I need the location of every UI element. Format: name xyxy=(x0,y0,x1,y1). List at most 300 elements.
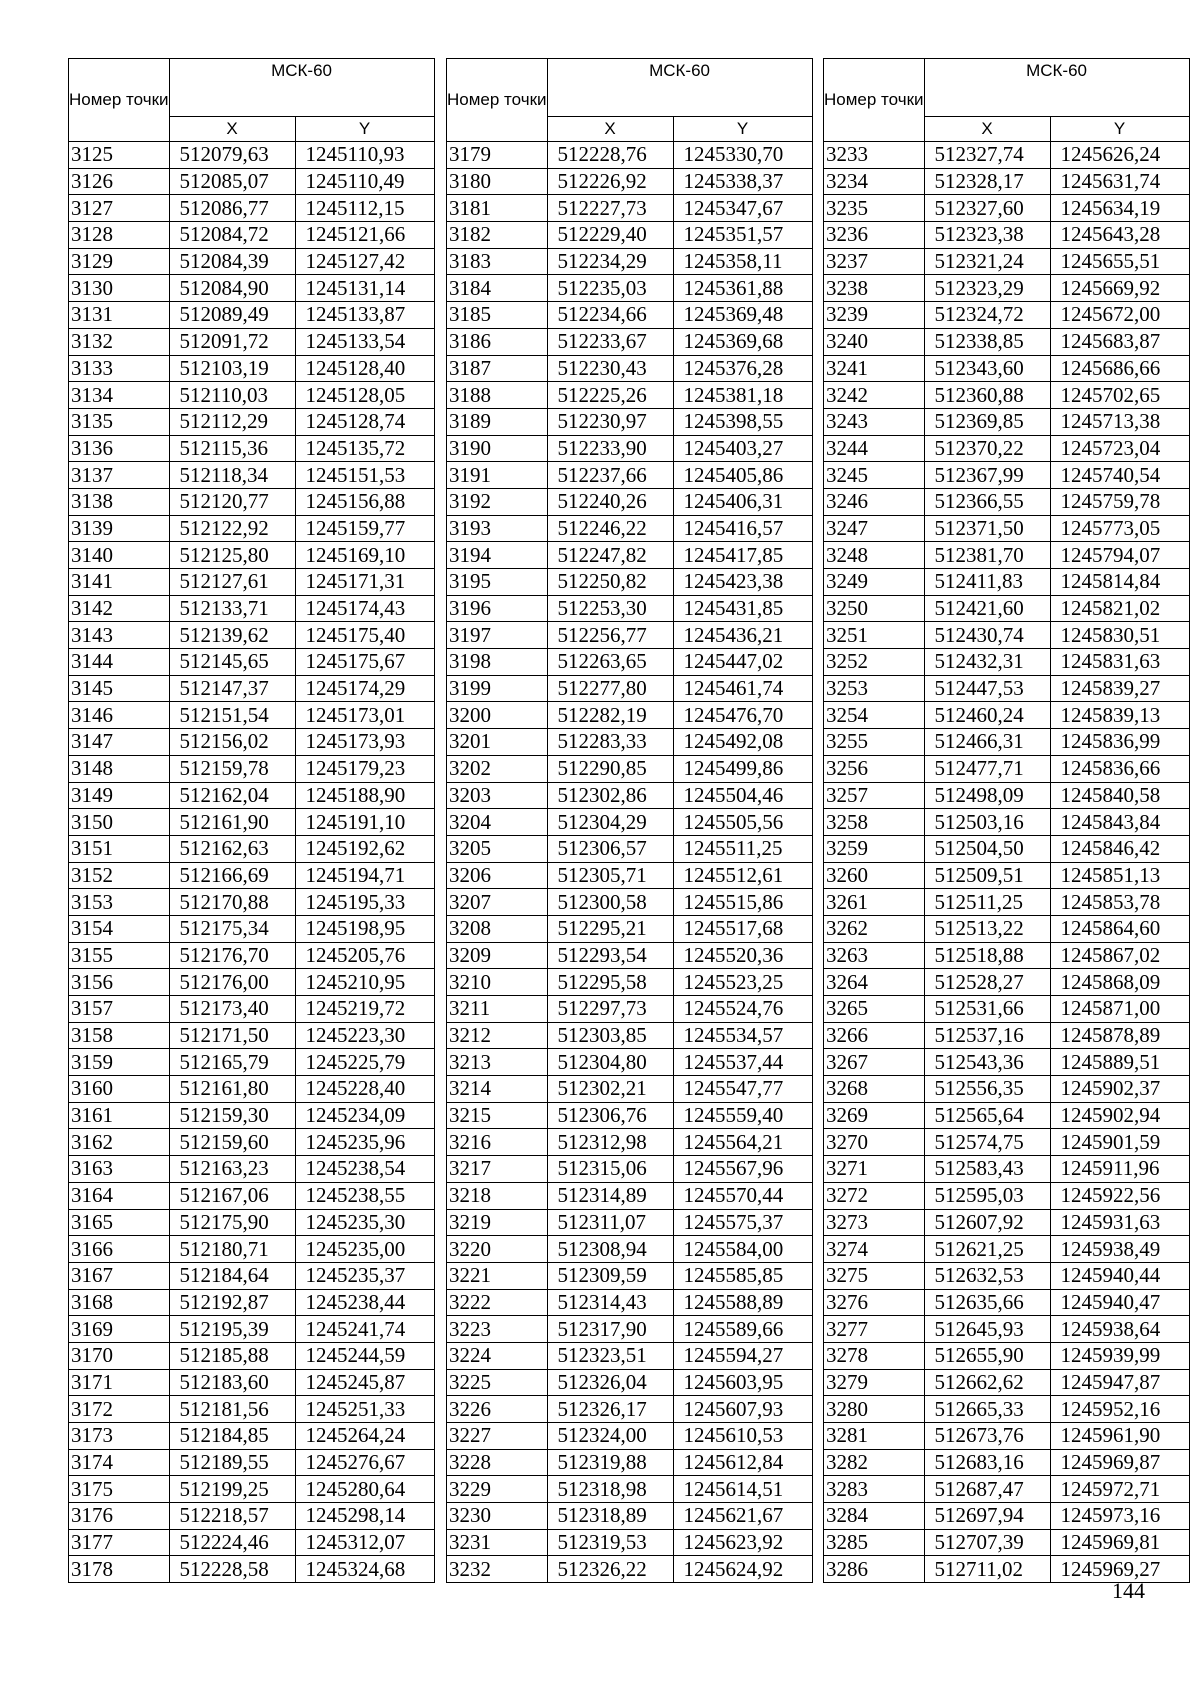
y-coordinate-cell: 1245773,05 xyxy=(1050,515,1189,542)
point-number-cell: 3165 xyxy=(69,1209,170,1236)
y-column-header: Y xyxy=(673,117,812,142)
x-coordinate-cell: 512166,69 xyxy=(169,862,295,889)
table-row xyxy=(824,996,1190,1023)
x-coordinate-cell: 512302,21 xyxy=(547,1076,673,1103)
y-coordinate-cell: 1245171,31 xyxy=(295,569,434,596)
y-coordinate-cell: 1245794,07 xyxy=(1050,542,1189,569)
y-coordinate-cell: 1245851,13 xyxy=(1050,862,1189,889)
x-coordinate-cell: 512369,85 xyxy=(924,408,1050,435)
y-coordinate-cell: 1245686,66 xyxy=(1050,355,1189,382)
point-number-cell: 3204 xyxy=(447,809,548,836)
x-coordinate-cell: 512180,71 xyxy=(169,1236,295,1263)
y-coordinate-cell: 1245723,04 xyxy=(1050,435,1189,462)
table-row xyxy=(447,1396,813,1423)
table-row xyxy=(447,1449,813,1476)
y-coordinate-cell: 1245499,86 xyxy=(673,755,812,782)
point-number-cell: 3130 xyxy=(69,275,170,302)
point-number-cell: 3257 xyxy=(824,782,925,809)
table-row xyxy=(824,462,1190,489)
y-coordinate-cell: 1245173,93 xyxy=(295,729,434,756)
point-number-cell: 3284 xyxy=(824,1503,925,1530)
table-row xyxy=(447,195,813,222)
y-coordinate-cell: 1245523,25 xyxy=(673,969,812,996)
y-coordinate-cell: 1245127,42 xyxy=(295,248,434,275)
y-coordinate-cell: 1245672,00 xyxy=(1050,302,1189,329)
point-number-cell: 3175 xyxy=(69,1476,170,1503)
table-row xyxy=(824,889,1190,916)
table-row xyxy=(824,755,1190,782)
table-row xyxy=(824,1503,1190,1530)
x-coordinate-cell: 512673,76 xyxy=(924,1423,1050,1450)
point-number-cell: 3226 xyxy=(447,1396,548,1423)
table-row xyxy=(69,1129,435,1156)
y-coordinate-cell: 1245194,71 xyxy=(295,862,434,889)
point-number-cell: 3222 xyxy=(447,1289,548,1316)
table-row xyxy=(824,382,1190,409)
y-coordinate-cell: 1245973,16 xyxy=(1050,1503,1189,1530)
y-coordinate-cell: 1245416,57 xyxy=(673,515,812,542)
table-row xyxy=(824,1449,1190,1476)
y-coordinate-cell: 1245969,27 xyxy=(1050,1556,1189,1583)
y-coordinate-cell: 1245839,13 xyxy=(1050,702,1189,729)
x-coordinate-cell: 512084,39 xyxy=(169,248,295,275)
y-coordinate-cell: 1245492,08 xyxy=(673,729,812,756)
y-coordinate-cell: 1245702,65 xyxy=(1050,382,1189,409)
x-coordinate-cell: 512115,36 xyxy=(169,435,295,462)
table-row xyxy=(69,1156,435,1183)
y-coordinate-cell: 1245512,61 xyxy=(673,862,812,889)
y-coordinate-cell: 1245235,00 xyxy=(295,1236,434,1263)
y-coordinate-cell: 1245643,28 xyxy=(1050,222,1189,249)
x-coordinate-cell: 512159,30 xyxy=(169,1102,295,1129)
table-row xyxy=(447,302,813,329)
table-row xyxy=(69,1262,435,1289)
table-row xyxy=(69,1556,435,1583)
x-coordinate-cell: 512327,60 xyxy=(924,195,1050,222)
x-coordinate-cell: 512318,98 xyxy=(547,1476,673,1503)
table-row xyxy=(69,1049,435,1076)
x-coordinate-cell: 512314,89 xyxy=(547,1182,673,1209)
y-coordinate-cell: 1245969,87 xyxy=(1050,1449,1189,1476)
x-coordinate-cell: 512233,67 xyxy=(547,328,673,355)
table-row xyxy=(447,408,813,435)
y-coordinate-cell: 1245121,66 xyxy=(295,222,434,249)
table-row xyxy=(824,1049,1190,1076)
x-coordinate-cell: 512192,87 xyxy=(169,1289,295,1316)
table-row xyxy=(447,168,813,195)
point-number-cell: 3187 xyxy=(447,355,548,382)
y-coordinate-cell: 1245634,19 xyxy=(1050,195,1189,222)
x-coordinate-cell: 512371,50 xyxy=(924,515,1050,542)
point-number-cell: 3200 xyxy=(447,702,548,729)
y-coordinate-cell: 1245173,01 xyxy=(295,702,434,729)
x-coordinate-cell: 512421,60 xyxy=(924,595,1050,622)
point-number-cell: 3227 xyxy=(447,1423,548,1450)
table-row xyxy=(824,488,1190,515)
y-coordinate-cell: 1245607,93 xyxy=(673,1396,812,1423)
point-number-cell: 3180 xyxy=(447,168,548,195)
table-row xyxy=(824,1236,1190,1263)
x-coordinate-cell: 512343,60 xyxy=(924,355,1050,382)
point-number-cell: 3239 xyxy=(824,302,925,329)
point-number-cell: 3249 xyxy=(824,569,925,596)
point-number-cell: 3247 xyxy=(824,515,925,542)
point-number-cell: 3176 xyxy=(69,1503,170,1530)
table-row xyxy=(824,1209,1190,1236)
point-number-cell: 3150 xyxy=(69,809,170,836)
x-coordinate-cell: 512498,09 xyxy=(924,782,1050,809)
y-coordinate-cell: 1245476,70 xyxy=(673,702,812,729)
point-number-cell: 3242 xyxy=(824,382,925,409)
y-coordinate-cell: 1245902,94 xyxy=(1050,1102,1189,1129)
point-number-cell: 3192 xyxy=(447,488,548,515)
y-coordinate-cell: 1245376,28 xyxy=(673,355,812,382)
x-coordinate-cell: 512319,88 xyxy=(547,1449,673,1476)
x-coordinate-cell: 512256,77 xyxy=(547,622,673,649)
table-row xyxy=(824,168,1190,195)
table-row xyxy=(824,302,1190,329)
x-column-header: X xyxy=(547,117,673,142)
point-number-cell: 3224 xyxy=(447,1342,548,1369)
y-coordinate-cell: 1245524,76 xyxy=(673,996,812,1023)
y-coordinate-cell: 1245358,11 xyxy=(673,248,812,275)
y-coordinate-cell: 1245312,07 xyxy=(295,1529,434,1556)
point-number-cell: 3237 xyxy=(824,248,925,275)
table-row xyxy=(824,222,1190,249)
table-row xyxy=(824,1316,1190,1343)
point-number-cell: 3195 xyxy=(447,569,548,596)
table-row xyxy=(69,168,435,195)
x-coordinate-cell: 512711,02 xyxy=(924,1556,1050,1583)
x-coordinate-cell: 512370,22 xyxy=(924,435,1050,462)
table-row xyxy=(824,915,1190,942)
point-number-cell: 3259 xyxy=(824,835,925,862)
point-number-cell: 3234 xyxy=(824,168,925,195)
y-coordinate-cell: 1245655,51 xyxy=(1050,248,1189,275)
table-row xyxy=(447,996,813,1023)
x-coordinate-cell: 512312,98 xyxy=(547,1129,673,1156)
x-coordinate-cell: 512247,82 xyxy=(547,542,673,569)
x-coordinate-cell: 512263,65 xyxy=(547,649,673,676)
table-row xyxy=(69,1316,435,1343)
x-coordinate-cell: 512085,07 xyxy=(169,168,295,195)
point-number-cell: 3191 xyxy=(447,462,548,489)
y-coordinate-cell: 1245192,62 xyxy=(295,835,434,862)
table-row xyxy=(447,782,813,809)
y-coordinate-cell: 1245961,90 xyxy=(1050,1423,1189,1450)
point-number-cell: 3189 xyxy=(447,408,548,435)
y-coordinate-cell: 1245225,79 xyxy=(295,1049,434,1076)
point-number-cell: 3265 xyxy=(824,996,925,1023)
x-coordinate-cell: 512234,29 xyxy=(547,248,673,275)
point-number-cell: 3197 xyxy=(447,622,548,649)
table-row xyxy=(69,835,435,862)
x-coordinate-cell: 512511,25 xyxy=(924,889,1050,916)
x-coordinate-cell: 512665,33 xyxy=(924,1396,1050,1423)
x-coordinate-cell: 512184,64 xyxy=(169,1262,295,1289)
table-row xyxy=(447,248,813,275)
table-row xyxy=(69,275,435,302)
y-coordinate-cell: 1245398,55 xyxy=(673,408,812,435)
table-row xyxy=(447,835,813,862)
table-row xyxy=(824,1423,1190,1450)
y-coordinate-cell: 1245511,25 xyxy=(673,835,812,862)
point-number-cell: 3231 xyxy=(447,1529,548,1556)
point-number-cell: 3147 xyxy=(69,729,170,756)
point-number-cell: 3246 xyxy=(824,488,925,515)
x-coordinate-cell: 512447,53 xyxy=(924,675,1050,702)
x-coordinate-cell: 512632,53 xyxy=(924,1262,1050,1289)
table-row xyxy=(447,1129,813,1156)
x-coordinate-cell: 512145,65 xyxy=(169,649,295,676)
point-number-cell: 3193 xyxy=(447,515,548,542)
point-number-cell: 3273 xyxy=(824,1209,925,1236)
point-number-cell: 3241 xyxy=(824,355,925,382)
y-coordinate-cell: 1245868,09 xyxy=(1050,969,1189,996)
point-number-cell: 3207 xyxy=(447,889,548,916)
y-coordinate-cell: 1245169,10 xyxy=(295,542,434,569)
table-row xyxy=(69,969,435,996)
y-coordinate-cell: 1245436,21 xyxy=(673,622,812,649)
y-coordinate-cell: 1245585,85 xyxy=(673,1262,812,1289)
table-row xyxy=(824,782,1190,809)
point-number-cell: 3220 xyxy=(447,1236,548,1263)
table-row xyxy=(69,1476,435,1503)
y-coordinate-cell: 1245241,74 xyxy=(295,1316,434,1343)
x-coordinate-cell: 512091,72 xyxy=(169,328,295,355)
x-coordinate-cell: 512321,24 xyxy=(924,248,1050,275)
point-number-cell: 3163 xyxy=(69,1156,170,1183)
point-number-cell: 3232 xyxy=(447,1556,548,1583)
y-coordinate-cell: 1245135,72 xyxy=(295,435,434,462)
x-coordinate-cell: 512159,78 xyxy=(169,755,295,782)
y-coordinate-cell: 1245624,92 xyxy=(673,1556,812,1583)
table-row xyxy=(447,142,813,169)
y-column-header: Y xyxy=(1050,117,1189,142)
x-coordinate-cell: 512151,54 xyxy=(169,702,295,729)
y-coordinate-cell: 1245504,46 xyxy=(673,782,812,809)
y-coordinate-cell: 1245244,59 xyxy=(295,1342,434,1369)
y-coordinate-cell: 1245280,64 xyxy=(295,1476,434,1503)
point-number-cell: 3173 xyxy=(69,1423,170,1450)
point-number-cell: 3278 xyxy=(824,1342,925,1369)
x-coordinate-cell: 512176,00 xyxy=(169,969,295,996)
y-coordinate-cell: 1245110,93 xyxy=(295,142,434,169)
x-coordinate-cell: 512583,43 xyxy=(924,1156,1050,1183)
y-coordinate-cell: 1245610,53 xyxy=(673,1423,812,1450)
x-coordinate-cell: 512293,54 xyxy=(547,942,673,969)
y-coordinate-cell: 1245623,92 xyxy=(673,1529,812,1556)
x-coordinate-cell: 512110,03 xyxy=(169,382,295,409)
x-coordinate-cell: 512218,57 xyxy=(169,1503,295,1530)
point-number-cell: 3281 xyxy=(824,1423,925,1450)
y-coordinate-cell: 1245351,57 xyxy=(673,222,812,249)
table-row xyxy=(824,942,1190,969)
table-row xyxy=(447,1182,813,1209)
table-row xyxy=(447,755,813,782)
y-coordinate-cell: 1245235,37 xyxy=(295,1262,434,1289)
x-coordinate-cell: 512277,80 xyxy=(547,675,673,702)
point-number-cell: 3285 xyxy=(824,1529,925,1556)
y-coordinate-cell: 1245369,68 xyxy=(673,328,812,355)
point-number-cell: 3272 xyxy=(824,1182,925,1209)
x-coordinate-cell: 512687,47 xyxy=(924,1476,1050,1503)
x-coordinate-cell: 512477,71 xyxy=(924,755,1050,782)
y-coordinate-cell: 1245423,38 xyxy=(673,569,812,596)
table-row xyxy=(69,355,435,382)
y-coordinate-cell: 1245159,77 xyxy=(295,515,434,542)
y-coordinate-cell: 1245338,37 xyxy=(673,168,812,195)
x-coordinate-cell: 512518,88 xyxy=(924,942,1050,969)
table-row xyxy=(447,569,813,596)
table-row xyxy=(69,1076,435,1103)
table-row xyxy=(447,275,813,302)
x-column-header: X xyxy=(169,117,295,142)
x-coordinate-cell: 512183,60 xyxy=(169,1369,295,1396)
x-coordinate-cell: 512308,94 xyxy=(547,1236,673,1263)
point-number-cell: 3168 xyxy=(69,1289,170,1316)
x-coordinate-cell: 512513,22 xyxy=(924,915,1050,942)
x-coordinate-cell: 512324,00 xyxy=(547,1423,673,1450)
x-coordinate-cell: 512175,90 xyxy=(169,1209,295,1236)
point-number-cell: 3270 xyxy=(824,1129,925,1156)
coordinates-table-2 xyxy=(446,58,813,1583)
point-number-cell: 3126 xyxy=(69,168,170,195)
y-column-header: Y xyxy=(295,117,434,142)
table-row xyxy=(69,328,435,355)
y-coordinate-cell: 1245264,24 xyxy=(295,1423,434,1450)
point-number-cell: 3210 xyxy=(447,969,548,996)
point-number-cell: 3172 xyxy=(69,1396,170,1423)
table-row xyxy=(824,729,1190,756)
y-coordinate-cell: 1245740,54 xyxy=(1050,462,1189,489)
x-coordinate-cell: 512240,26 xyxy=(547,488,673,515)
x-coordinate-cell: 512199,25 xyxy=(169,1476,295,1503)
y-coordinate-cell: 1245567,96 xyxy=(673,1156,812,1183)
table-row xyxy=(69,1449,435,1476)
table-row xyxy=(447,1342,813,1369)
point-number-cell: 3135 xyxy=(69,408,170,435)
y-coordinate-cell: 1245614,51 xyxy=(673,1476,812,1503)
point-number-cell: 3158 xyxy=(69,1022,170,1049)
point-number-cell: 3286 xyxy=(824,1556,925,1583)
point-number-cell: 3283 xyxy=(824,1476,925,1503)
x-coordinate-cell: 512237,66 xyxy=(547,462,673,489)
x-coordinate-cell: 512112,29 xyxy=(169,408,295,435)
table-row xyxy=(824,248,1190,275)
point-number-cell: 3202 xyxy=(447,755,548,782)
table-row xyxy=(447,1156,813,1183)
x-coordinate-cell: 512295,21 xyxy=(547,915,673,942)
x-coordinate-cell: 512697,94 xyxy=(924,1503,1050,1530)
x-coordinate-cell: 512165,79 xyxy=(169,1049,295,1076)
point-number-cell: 3125 xyxy=(69,142,170,169)
point-number-header: Номер точки xyxy=(447,59,548,142)
y-coordinate-cell: 1245324,68 xyxy=(295,1556,434,1583)
x-coordinate-cell: 512304,80 xyxy=(547,1049,673,1076)
x-coordinate-cell: 512621,25 xyxy=(924,1236,1050,1263)
x-coordinate-cell: 512360,88 xyxy=(924,382,1050,409)
point-number-cell: 3194 xyxy=(447,542,548,569)
x-coordinate-cell: 512230,97 xyxy=(547,408,673,435)
y-coordinate-cell: 1245517,68 xyxy=(673,915,812,942)
y-coordinate-cell: 1245972,71 xyxy=(1050,1476,1189,1503)
x-coordinate-cell: 512127,61 xyxy=(169,569,295,596)
y-coordinate-cell: 1245559,40 xyxy=(673,1102,812,1129)
table-row xyxy=(824,969,1190,996)
x-coordinate-cell: 512175,34 xyxy=(169,915,295,942)
y-coordinate-cell: 1245534,57 xyxy=(673,1022,812,1049)
coordinates-table-3 xyxy=(823,58,1190,1583)
y-coordinate-cell: 1245952,16 xyxy=(1050,1396,1189,1423)
x-coordinate-cell: 512306,76 xyxy=(547,1102,673,1129)
x-coordinate-cell: 512432,31 xyxy=(924,649,1050,676)
point-number-cell: 3236 xyxy=(824,222,925,249)
point-number-cell: 3171 xyxy=(69,1369,170,1396)
point-number-cell: 3221 xyxy=(447,1262,548,1289)
point-number-cell: 3209 xyxy=(447,942,548,969)
table-row xyxy=(447,1049,813,1076)
x-coordinate-cell: 512283,33 xyxy=(547,729,673,756)
table-row xyxy=(69,1289,435,1316)
x-coordinate-cell: 512295,58 xyxy=(547,969,673,996)
y-coordinate-cell: 1245840,58 xyxy=(1050,782,1189,809)
point-number-cell: 3251 xyxy=(824,622,925,649)
y-coordinate-cell: 1245843,84 xyxy=(1050,809,1189,836)
point-number-cell: 3166 xyxy=(69,1236,170,1263)
point-number-cell: 3223 xyxy=(447,1316,548,1343)
x-coordinate-cell: 512162,04 xyxy=(169,782,295,809)
table-row xyxy=(824,355,1190,382)
x-coordinate-cell: 512303,85 xyxy=(547,1022,673,1049)
x-coordinate-cell: 512645,93 xyxy=(924,1316,1050,1343)
x-coordinate-cell: 512173,40 xyxy=(169,996,295,1023)
coordinate-system-header: МСК-60 xyxy=(924,59,1189,117)
table-row xyxy=(69,942,435,969)
x-coordinate-cell: 512565,64 xyxy=(924,1102,1050,1129)
x-coordinate-cell: 512234,66 xyxy=(547,302,673,329)
x-coordinate-cell: 512574,75 xyxy=(924,1129,1050,1156)
point-number-cell: 3132 xyxy=(69,328,170,355)
x-coordinate-cell: 512683,16 xyxy=(924,1449,1050,1476)
y-coordinate-cell: 1245839,27 xyxy=(1050,675,1189,702)
table-row xyxy=(447,1529,813,1556)
y-coordinate-cell: 1245564,21 xyxy=(673,1129,812,1156)
table-row xyxy=(447,595,813,622)
y-coordinate-cell: 1245831,63 xyxy=(1050,649,1189,676)
table-row xyxy=(69,675,435,702)
point-number-header: Номер точки xyxy=(69,59,170,142)
table-row xyxy=(69,1369,435,1396)
table-row xyxy=(69,1342,435,1369)
table-row xyxy=(447,622,813,649)
y-coordinate-cell: 1245947,87 xyxy=(1050,1369,1189,1396)
y-coordinate-cell: 1245626,24 xyxy=(1050,142,1189,169)
table-row xyxy=(69,488,435,515)
point-number-cell: 3252 xyxy=(824,649,925,676)
y-coordinate-cell: 1245515,86 xyxy=(673,889,812,916)
point-number-cell: 3162 xyxy=(69,1129,170,1156)
y-coordinate-cell: 1245174,43 xyxy=(295,595,434,622)
x-coordinate-cell: 512537,16 xyxy=(924,1022,1050,1049)
y-coordinate-cell: 1245361,88 xyxy=(673,275,812,302)
y-coordinate-cell: 1245939,99 xyxy=(1050,1342,1189,1369)
x-coordinate-cell: 512302,86 xyxy=(547,782,673,809)
point-number-cell: 3170 xyxy=(69,1342,170,1369)
x-coordinate-cell: 512170,88 xyxy=(169,889,295,916)
point-number-cell: 3262 xyxy=(824,915,925,942)
x-coordinate-cell: 512084,90 xyxy=(169,275,295,302)
